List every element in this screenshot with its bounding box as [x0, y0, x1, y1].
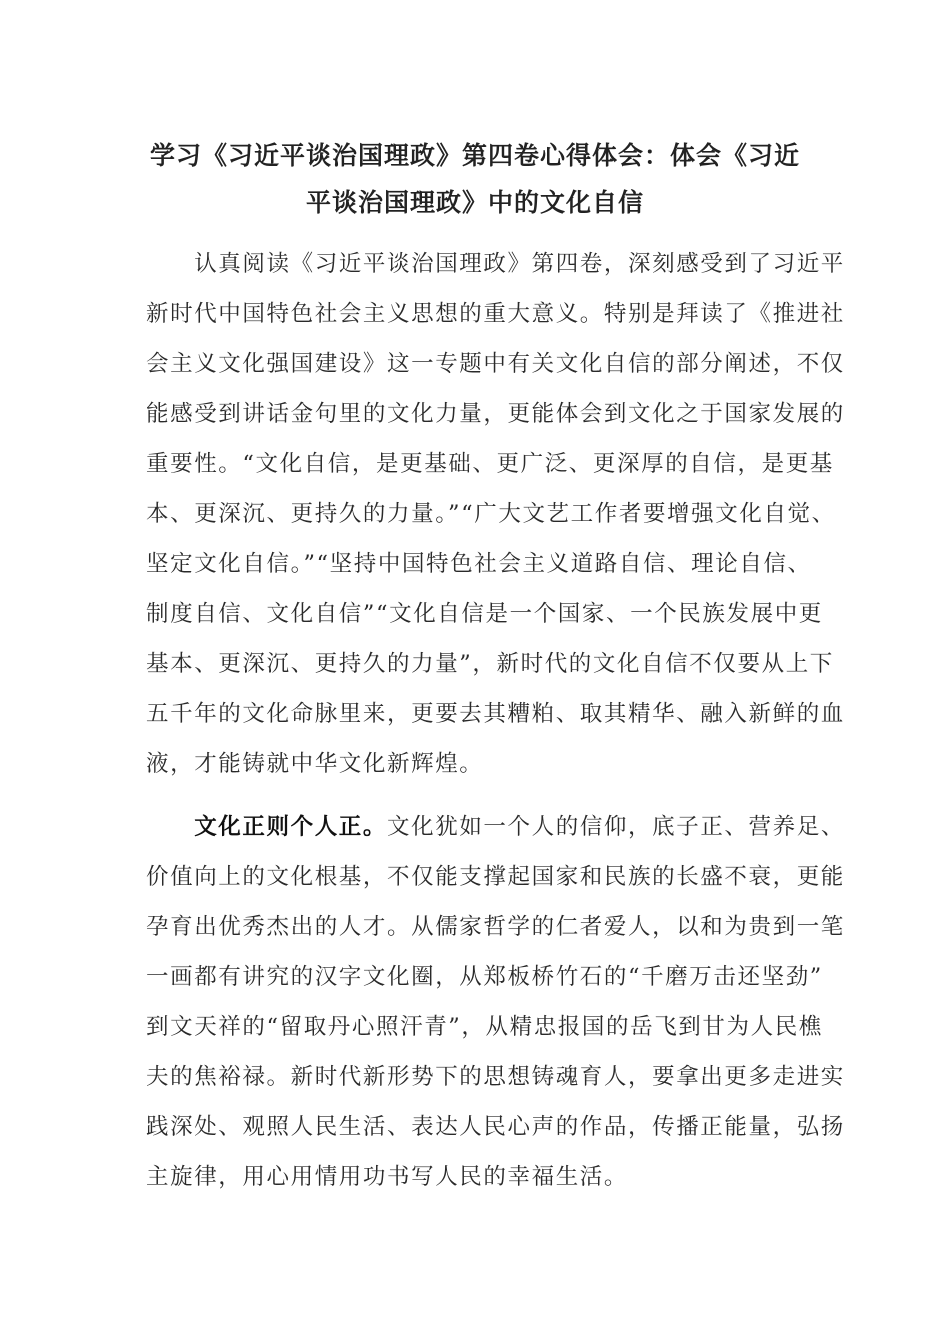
document-title-line-2: 平谈治国理政》中的文化自信 — [305, 188, 644, 217]
paragraph-1-line: 本、更深沉、更持久的力量。”“广大文艺工作者要增强文化自觉、 — [146, 501, 836, 527]
paragraph-2-line: 一画都有讲究的汉字文化圈，从郑板桥竹石的“千磨万击还坚劲” — [146, 964, 823, 990]
paragraph-2-line: 践深处、观照人民生活、表达人民心声的作品，传播正能量，弘扬 — [146, 1114, 845, 1140]
paragraph-2-line: 价值向上的文化根基，不仅能支撑起国家和民族的长盛不衰，更能 — [146, 864, 845, 890]
paragraph-1-line: 五千年的文化命脉里来，更要去其糟粕、取其精华、融入新鲜的血 — [146, 701, 845, 727]
paragraph-1-line: 能感受到讲话金句里的文化力量，更能体会到文化之于国家发展的 — [146, 401, 845, 427]
paragraph-2-line: 孕育出优秀杰出的人才。从儒家哲学的仁者爱人，以和为贵到一笔 — [146, 914, 845, 940]
paragraph-2-line: 到文天祥的“留取丹心照汗青”，从精忠报国的岳飞到甘为人民樵 — [146, 1014, 823, 1040]
paragraph-1-line: 重要性。“文化自信，是更基础、更广泛、更深厚的自信，是更基 — [146, 451, 834, 477]
paragraph-1-line: 坚定文化自信。”“坚持中国特色社会主义道路自信、理论自信、 — [146, 551, 812, 577]
paragraph-2-first-line — [146, 812, 845, 842]
paragraph-2-line: 主旋律，用心用情用功书写人民的幸福生活。 — [146, 1164, 629, 1190]
paragraph-2-first-line-rest: 文化犹如一个人的信仰，底子正、营养足、 — [387, 814, 845, 840]
paragraph-1-line: 制度自信、文化自信”“文化自信是一个国家、一个民族发展中更 — [146, 601, 823, 627]
document-title-line-1: 学习《习近平谈治国理政》第四卷心得体会：体会《习近 — [149, 141, 800, 170]
paragraph-1-line: 基本、更深沉、更持久的力量”，新时代的文化自信不仅要从上下 — [146, 651, 834, 677]
paragraph-2-lead-phrase: 文化正则个人正。 — [146, 814, 388, 840]
paragraph-1-line: 认真阅读《习近平谈治国理政》第四卷，深刻感受到了习近平 — [146, 251, 845, 277]
paragraph-1-line: 会主义文化强国建设》这一专题中有关文化自信的部分阐述，不仅 — [146, 351, 845, 377]
paragraph-2-line: 夫的焦裕禄。新时代新形势下的思想铸魂育人，要拿出更多走进实 — [146, 1064, 845, 1090]
paragraph-1-line: 液，才能铸就中华文化新辉煌。 — [146, 751, 484, 777]
paragraph-1-line: 新时代中国特色社会主义思想的重大意义。特别是拜读了《推进社 — [146, 301, 845, 327]
